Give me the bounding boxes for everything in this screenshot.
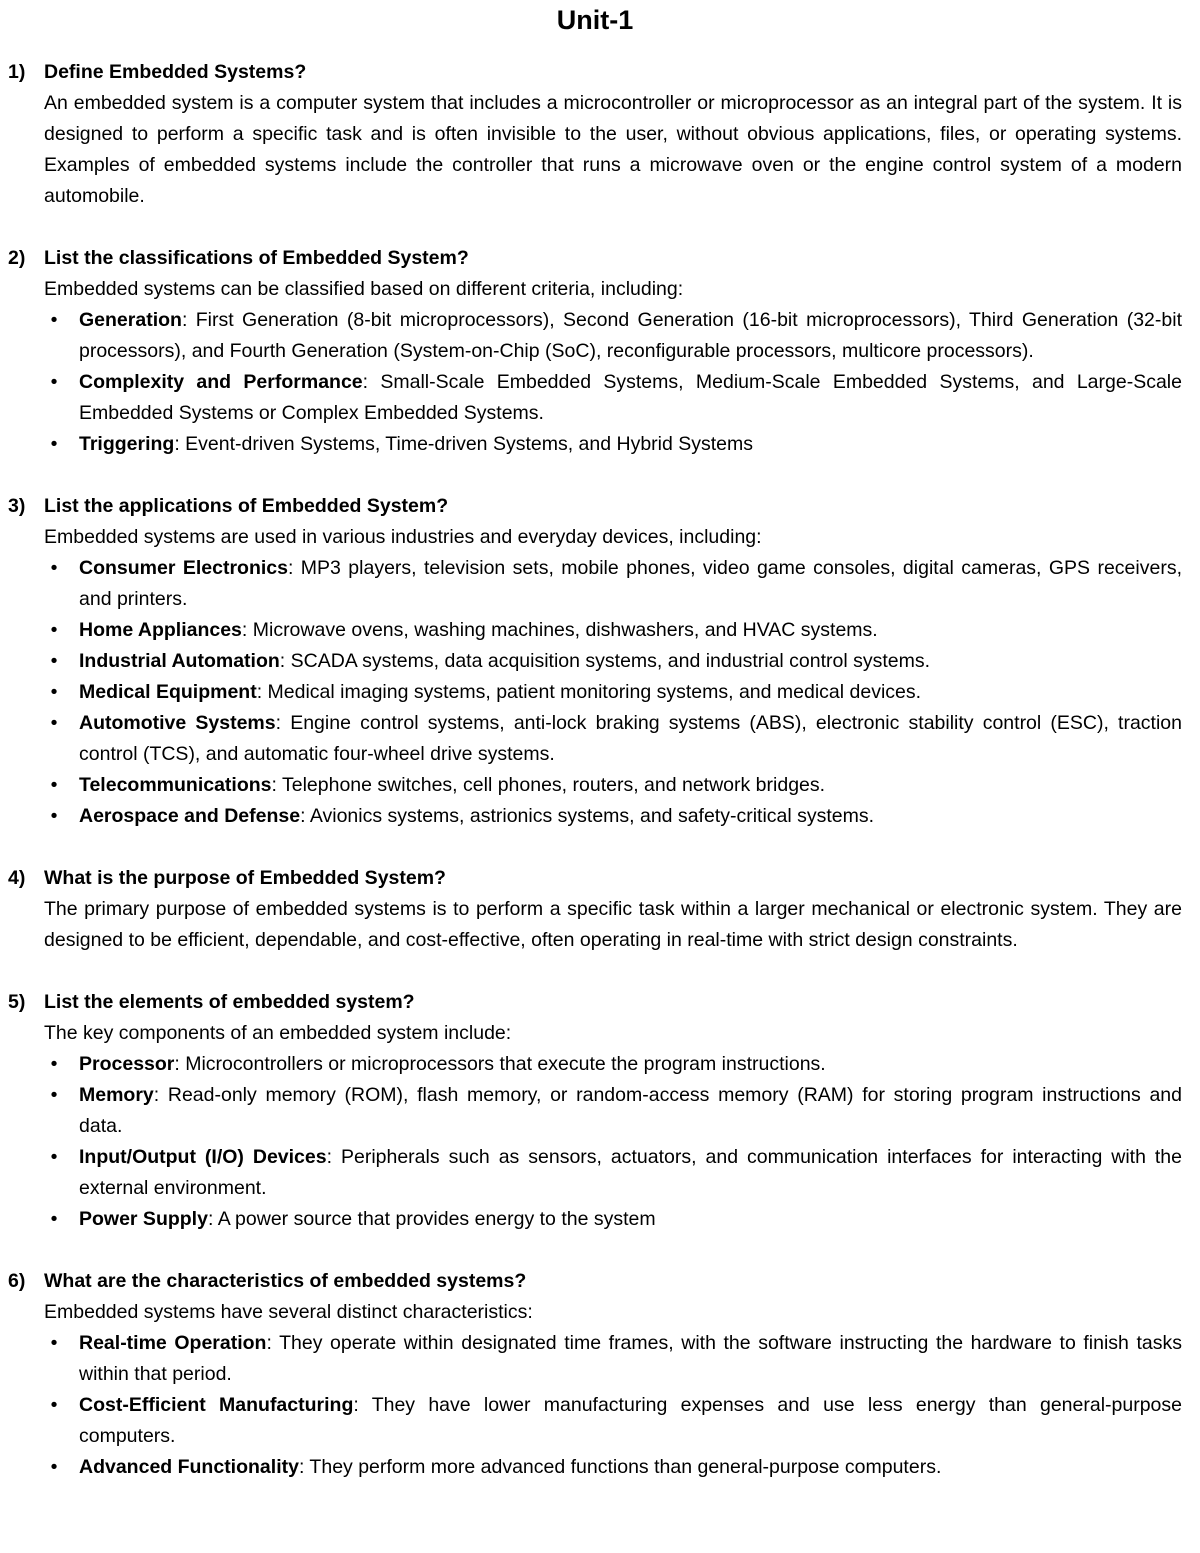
bullet-term: Generation xyxy=(79,309,182,331)
bullet-dot-icon: • xyxy=(50,1084,58,1106)
question-block xyxy=(8,1266,1182,1483)
bullet-text: : Small-Scale Embedded Systems, Medium-Scale Embedded Systems, and Large-Scale Embedded Systems or Complex Embedded Systems. xyxy=(79,371,1182,424)
bullet-list xyxy=(44,1328,1182,1483)
question-number: 3) xyxy=(8,495,26,517)
bullet-term: Cost-Efficient Manufacturing xyxy=(79,1394,354,1416)
bullet-term: Telecommunications xyxy=(79,774,272,796)
question-text: List the applications of Embedded System? xyxy=(44,495,449,517)
bullet-item xyxy=(44,1080,1182,1142)
question-number: 1) xyxy=(8,61,26,83)
answer-paragraph: An embedded system is a computer system that includes a microcontroller or microprocessor as an integral part of the system. It is designed to perform a specific task and is often invisible to the user, without obvious applications, files, or operating systems. Examples of embedded systems include the controller that runs a microwave oven or the engine control system of a modern automobile. xyxy=(44,92,1182,207)
bullet-text: : Read-only memory (ROM), flash memory, or random-access memory (RAM) for storing program instructions and data. xyxy=(79,1084,1182,1137)
bullet-text: : Peripherals such as sensors, actuators, and communication interfaces for interacting with the external environment. xyxy=(79,1146,1182,1199)
bullet-text: : Medical imaging systems, patient monitoring systems, and medical devices. xyxy=(256,681,922,703)
bullet-list xyxy=(44,553,1182,832)
question-number: 5) xyxy=(8,991,26,1013)
bullet-text: : Telephone switches, cell phones, routers, and network bridges. xyxy=(271,774,826,796)
bullet-text: : Microwave ovens, washing machines, dishwashers, and HVAC systems. xyxy=(241,619,878,641)
bullet-text: : They operate within designated time frames, with the software instructing the hardware to finish tasks within that period. xyxy=(79,1332,1182,1385)
bullet-dot-icon: • xyxy=(50,774,58,796)
bullet-text: : MP3 players, television sets, mobile phones, video game consoles, digital cameras, GPS receivers, and printers. xyxy=(79,557,1182,610)
question-block xyxy=(8,243,1182,460)
bullet-text: : First Generation (8-bit microprocessors), Second Generation (16-bit microprocessors), Third Generation (32-bit processors), and Fourth Generation (System-on-Chip (SoC), reconfigurable processors, multicore processors). xyxy=(79,309,1182,362)
answer-body xyxy=(8,88,1182,212)
bullet-term: Memory xyxy=(79,1084,154,1106)
answer-body xyxy=(8,1297,1182,1483)
bullet-dot-icon: • xyxy=(50,712,58,734)
answer-paragraph: Embedded systems can be classified based on different criteria, including: xyxy=(44,278,684,300)
bullet-list xyxy=(44,305,1182,460)
bullet-term: Consumer Electronics xyxy=(79,557,288,579)
answer-body xyxy=(8,894,1182,956)
question-number: 4) xyxy=(8,867,26,889)
bullet-dot-icon: • xyxy=(50,1053,58,1075)
bullet-term: Processor xyxy=(79,1053,175,1075)
question-heading xyxy=(8,243,1182,274)
bullet-text: : They perform more advanced functions than general-purpose computers. xyxy=(298,1456,942,1478)
bullet-item xyxy=(44,367,1182,429)
answer-body xyxy=(8,522,1182,832)
bullet-term: Input/Output (I/O) Devices xyxy=(79,1146,327,1168)
bullet-item xyxy=(44,770,1182,801)
bullet-item xyxy=(44,1142,1182,1204)
bullet-dot-icon: • xyxy=(50,681,58,703)
bullet-item xyxy=(44,1328,1182,1390)
bullet-dot-icon: • xyxy=(50,1208,58,1230)
bullet-text: : Avionics systems, astrionics systems, and safety-critical systems. xyxy=(300,805,875,827)
bullet-text: : Event-driven Systems, Time-driven Systems, and Hybrid Systems xyxy=(174,433,754,455)
bullet-item xyxy=(44,429,1182,460)
question-text: What is the purpose of Embedded System? xyxy=(44,867,446,889)
question-heading xyxy=(8,491,1182,522)
bullet-item xyxy=(44,677,1182,708)
question-text: What are the characteristics of embedded systems? xyxy=(44,1270,527,1292)
bullet-list xyxy=(44,1049,1182,1235)
bullet-dot-icon: • xyxy=(50,309,58,331)
bullet-dot-icon: • xyxy=(50,371,58,393)
bullet-term: Automotive Systems xyxy=(79,712,276,734)
question-heading xyxy=(8,987,1182,1018)
bullet-item xyxy=(44,305,1182,367)
question-heading xyxy=(8,863,1182,894)
bullet-dot-icon: • xyxy=(50,619,58,641)
bullet-term: Aerospace and Defense xyxy=(79,805,301,827)
bullet-item xyxy=(44,615,1182,646)
question-block xyxy=(8,863,1182,956)
bullet-dot-icon: • xyxy=(50,1456,58,1478)
question-text: List the classifications of Embedded System? xyxy=(44,247,469,269)
answer-paragraph: The primary purpose of embedded systems is to perform a specific task within a larger mechanical or electronic system. They are designed to be efficient, dependable, and cost-effective, often operating in real-time with strict design constraints. xyxy=(44,898,1182,951)
question-heading xyxy=(8,57,1182,88)
bullet-term: Industrial Automation xyxy=(79,650,280,672)
bullet-item xyxy=(44,801,1182,832)
bullet-term: Home Appliances xyxy=(79,619,242,641)
answer-body xyxy=(8,274,1182,460)
question-block xyxy=(8,57,1182,212)
bullet-dot-icon: • xyxy=(50,1394,58,1416)
bullet-dot-icon: • xyxy=(50,433,58,455)
bullet-term: Power Supply xyxy=(79,1208,208,1230)
bullet-term: Real-time Operation xyxy=(79,1332,267,1354)
question-text: List the elements of embedded system? xyxy=(44,991,415,1013)
bullet-dot-icon: • xyxy=(50,557,58,579)
question-list xyxy=(8,57,1182,1514)
bullet-item xyxy=(44,708,1182,770)
bullet-term: Complexity and Performance xyxy=(79,371,363,393)
answer-body xyxy=(8,1018,1182,1235)
question-block xyxy=(8,987,1182,1235)
page-title: Unit-1 xyxy=(556,5,634,35)
answer-paragraph: Embedded systems have several distinct characteristics: xyxy=(44,1301,533,1323)
bullet-text: : They have lower manufacturing expenses and use less energy than general-purpose computers. xyxy=(79,1394,1182,1447)
bullet-dot-icon: • xyxy=(50,650,58,672)
answer-paragraph: Embedded systems are used in various industries and everyday devices, including: xyxy=(44,526,762,548)
bullet-dot-icon: • xyxy=(50,805,58,827)
question-number: 2) xyxy=(8,247,26,269)
bullet-text: : A power source that provides energy to the system xyxy=(207,1208,656,1230)
bullet-text: : Engine control systems, anti-lock braking systems (ABS), electronic stability control (ESC), traction control (TCS), and automatic four-wheel drive systems. xyxy=(79,712,1182,765)
question-block xyxy=(8,491,1182,832)
bullet-dot-icon: • xyxy=(50,1332,58,1354)
bullet-item xyxy=(44,1452,1182,1483)
answer-paragraph: The key components of an embedded system include: xyxy=(44,1022,512,1044)
question-text: Define Embedded Systems? xyxy=(44,61,307,83)
bullet-dot-icon: • xyxy=(50,1146,58,1168)
bullet-text: : SCADA systems, data acquisition systems, and industrial control systems. xyxy=(279,650,931,672)
bullet-item xyxy=(44,553,1182,615)
bullet-term: Medical Equipment xyxy=(79,681,257,703)
bullet-term: Triggering xyxy=(79,433,175,455)
bullet-item xyxy=(44,1204,1182,1235)
bullet-item xyxy=(44,1049,1182,1080)
question-number: 6) xyxy=(8,1270,26,1292)
bullet-item xyxy=(44,1390,1182,1452)
bullet-item xyxy=(44,646,1182,677)
bullet-term: Advanced Functionality xyxy=(79,1456,299,1478)
question-heading xyxy=(8,1266,1182,1297)
bullet-text: : Microcontrollers or microprocessors that execute the program instructions. xyxy=(174,1053,826,1075)
